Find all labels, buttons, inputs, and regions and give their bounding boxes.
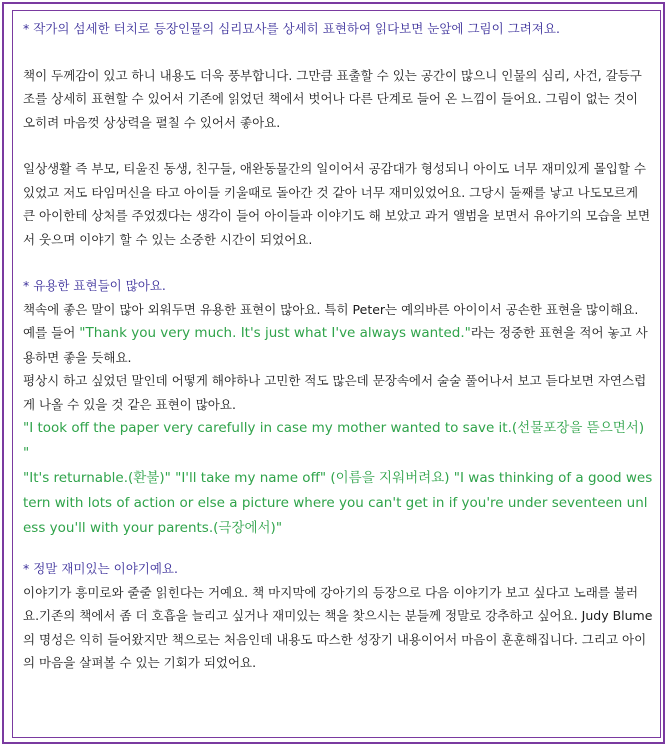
paragraph-daily-life: 일상생활 즉 부모, 티울진 동생, 친구들, 애완동물간의 일이어서 공감대가 형성되니 아이도 너무 재미있게 몰입할 수 있었고 저도 타임머신을 타고 아이들 키울때로 돌아간 것 같아 너무 재미있었어요. 그당시 둘째를 낳고 나도모르게 큰 아이한테 상처를 주었겠다는 생각이 들어 아이들과 이야기도 해 보았고 과거 앨범을 보면서 유아기의 모습을 보면서 웃으며 이야기 할 수 있는 소중한 시간이 되었어요. xyxy=(23,161,651,247)
example-suffix: 라는 정중한 표현을 적어 놓고 사용하면 좋을 듯해요. xyxy=(23,325,648,365)
paragraph-example xyxy=(23,321,653,369)
review-content xyxy=(23,17,653,675)
quote-gift-paper: "I took off the paper very carefully in case my mother wanted to save it.(선물포장을 뜯으면서) " xyxy=(23,420,645,461)
quote-returnable: "It's returnable.(환불)" "I'll take my name off" (이름을 지워버려요) "I was thinking of a good western with lots of action or else a picture where you can't get in if you're under seventeen unless you'll with your parents.(극장에서)" xyxy=(23,470,653,536)
section-heading-detail: * 작가의 섬세한 터치로 등장인물의 심리묘사를 상세히 표현하여 읽다보면 눈앞에 그림이 그려져요. xyxy=(23,21,560,36)
outer-border xyxy=(2,2,665,744)
paragraph-thickness: 책이 두께감이 있고 하니 내용도 더욱 풍부합니다. 그만큼 표출할 수 있는 공간이 많으니 인물의 심리, 사건, 갈등구조를 상세히 표현할 수 있어서 기존에 읽었던 책에서 벗어나 다른 단계로 들어 온 느낌이 들어요. 그림이 없는 것이 오히려 마음껏 상상력을 펼칠 수 있어서 좋아요. xyxy=(23,67,642,130)
paragraph-natural-speech: 평상시 하고 싶었던 말인데 어떻게 해야하나 고민한 적도 많은데 문장속에서 술술 풀어나서 보고 듣다보면 자연스럽게 나올 수 있을 것 같은 표현이 많아요. xyxy=(23,373,647,412)
example-prefix: 예를 들어 xyxy=(23,325,80,340)
inner-border xyxy=(12,10,661,738)
paragraph-recommendation: 이야기가 흥미로와 줄줄 읽힌다는 거예요. 책 마지막에 강아기의 등장으로 다음 이야기가 보고 싶다고 노래를 불러요.기존의 책에서 좀 더 호흡을 늘리고 싶거나 재미있는 책을 찾으시는 분들께 정말로 강추하고 싶어요. Judy Blume의 명성은 익히 들어왔지만 책으로는 처음인데 내용도 따스한 성장기 내용이어서 마음이 훈훈해집니다. 그리고 아이의 마음을 살펴볼 수 있는 기회가 되었어요. xyxy=(23,584,653,670)
section-heading-expressions: * 유용한 표현들이 많아요. xyxy=(23,278,166,293)
example-quote: "Thank you very much. It's just what I've always wanted." xyxy=(79,325,471,341)
section-heading-fun-story: * 정말 재미있는 이야기예요. xyxy=(23,561,178,576)
paragraph-useful-phrases: 책속에 좋은 말이 많아 외워두면 유용한 표현이 많아요. 특히 Peter는 예의바른 아이이서 공손한 표현을 많이해요. xyxy=(23,301,639,317)
